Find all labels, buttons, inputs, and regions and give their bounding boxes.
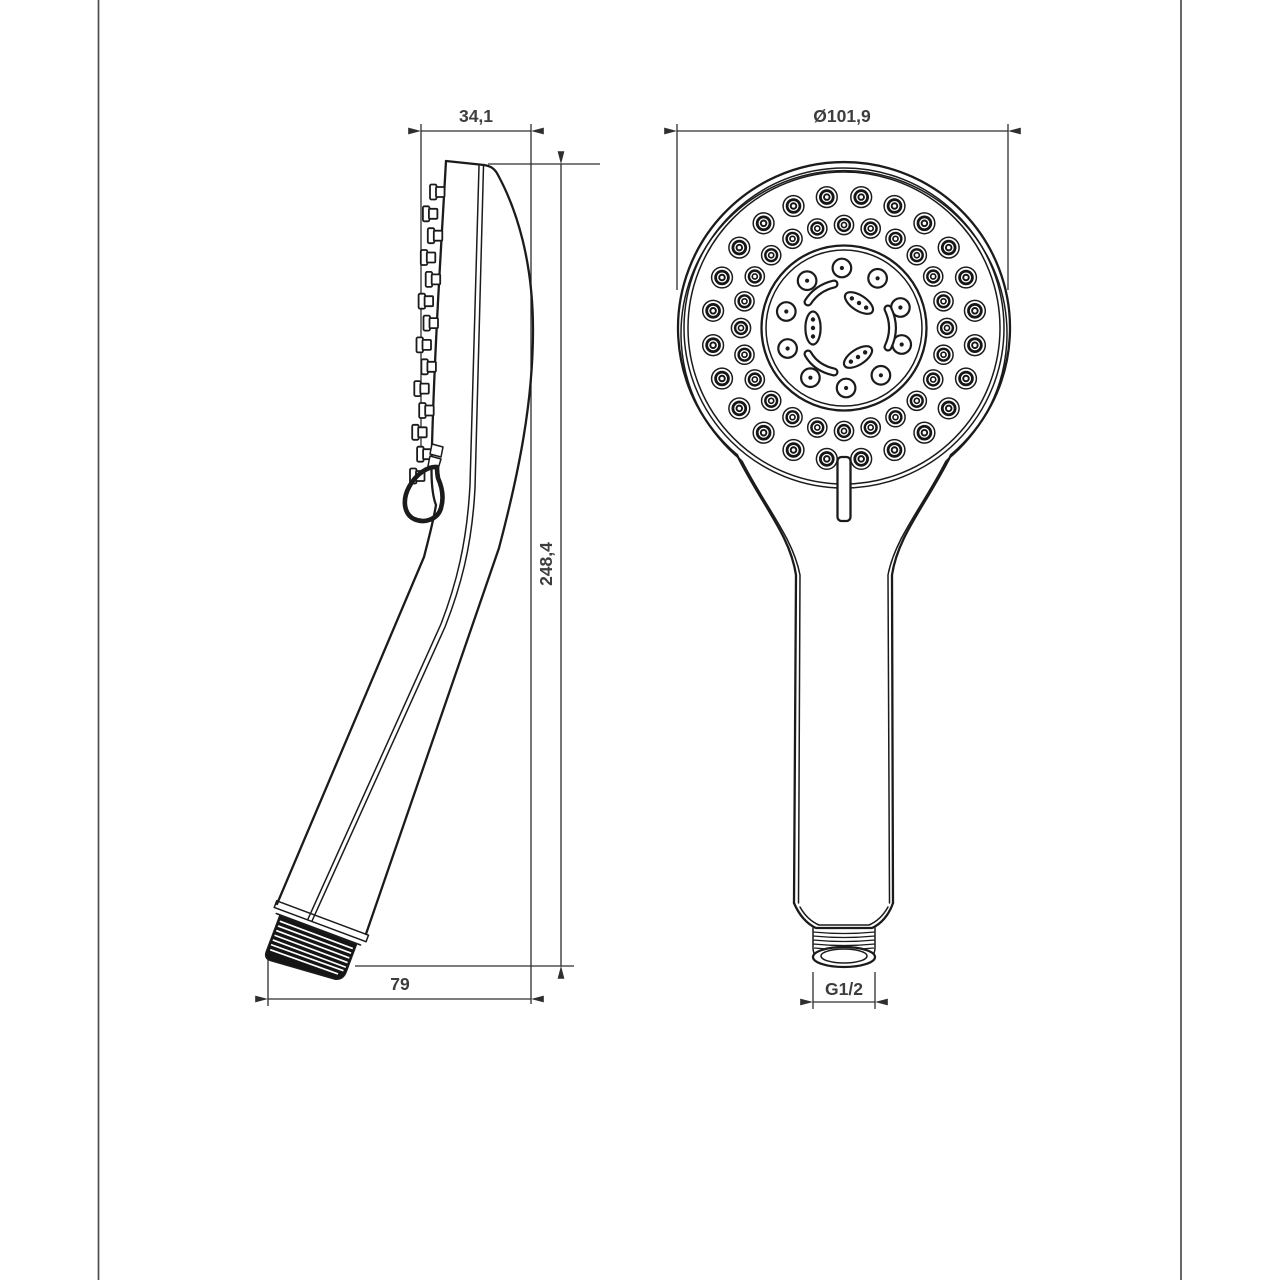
spray-nozzle: [965, 335, 986, 356]
spray-nozzle: [851, 187, 872, 208]
spray-oval: [841, 288, 876, 318]
spray-nozzle: [924, 267, 943, 286]
spray-nozzle: [735, 292, 754, 311]
spray-nozzle: [924, 370, 943, 389]
side-thread-connector: [256, 901, 368, 990]
spray-nozzle: [703, 300, 724, 321]
spray-nozzle-bump: [421, 359, 436, 374]
spray-nozzle-bumps: [410, 185, 445, 484]
spray-nozzle: [861, 418, 880, 437]
spray-nozzle: [861, 219, 880, 238]
neck-inner-line-right: [888, 461, 946, 903]
spray-nozzle-bump: [430, 185, 445, 200]
handle-seam-line: [312, 166, 484, 921]
spray-nozzle: [837, 379, 856, 398]
spray-nozzle-bump: [419, 403, 434, 418]
spray-oval: [840, 342, 875, 372]
spray-nozzle-bump: [424, 316, 439, 331]
spray-nozzle: [798, 271, 817, 290]
spray-nozzle: [731, 318, 750, 337]
handle-seam-line: [308, 166, 479, 919]
spray-nozzle: [884, 440, 905, 461]
dimension-thread-size: [813, 972, 875, 1009]
spray-nozzle: [777, 302, 796, 321]
spray-nozzle: [703, 335, 724, 356]
spray-nozzle-bump: [423, 206, 438, 221]
spray-nozzle: [753, 213, 774, 234]
spray-nozzle: [937, 318, 956, 337]
dimension-label-base-length: 79: [390, 974, 410, 994]
spray-nozzle: [816, 449, 837, 470]
collar-edge: [366, 935, 368, 942]
spray-nozzle: [783, 440, 804, 461]
front-thread: [813, 928, 875, 967]
spray-nozzle: [808, 219, 827, 238]
front-handle: [737, 455, 951, 1009]
spray-oval: [805, 312, 820, 345]
spray-nozzle: [833, 259, 852, 278]
spray-nozzle: [783, 408, 802, 427]
side-view: [256, 106, 600, 1006]
spray-nozzle: [907, 391, 926, 410]
spray-nozzle: [762, 391, 781, 410]
spray-nozzle-bump: [417, 337, 432, 352]
spray-nozzle: [729, 237, 750, 258]
nozzle-rings: [703, 187, 986, 470]
spray-nozzle: [956, 368, 977, 389]
spray-nozzle-bump: [414, 381, 429, 396]
spray-nozzle: [965, 300, 986, 321]
spray-nozzle: [783, 196, 804, 217]
spray-nozzle: [729, 398, 750, 419]
spray-nozzle: [868, 269, 887, 288]
rim-arc-second: [681, 171, 1007, 460]
spray-nozzle: [834, 421, 853, 440]
dimension-label-head-depth: 34,1: [458, 106, 494, 126]
spray-nozzle: [938, 398, 959, 419]
spray-nozzle: [745, 370, 764, 389]
spray-nozzle: [956, 267, 977, 288]
spray-nozzle: [735, 345, 754, 364]
spray-nozzle-bump: [412, 425, 427, 440]
spray-nozzle-bump: [421, 250, 436, 265]
spray-nozzle: [778, 339, 797, 358]
spray-nozzle: [745, 267, 764, 286]
thread-end-face: [813, 947, 875, 967]
neck-inner-line-left: [742, 461, 800, 903]
selector-details: [805, 284, 892, 372]
spray-nozzle: [712, 267, 733, 288]
spray-nozzle: [914, 213, 935, 234]
spray-nozzle: [816, 187, 837, 208]
spray-nozzle: [884, 196, 905, 217]
dimension-total-height: [355, 164, 600, 966]
pause-lever-tab: [838, 457, 851, 521]
spray-nozzle: [938, 237, 959, 258]
spray-nozzle: [712, 368, 733, 389]
spray-nozzle-bump: [419, 294, 434, 309]
spray-nozzle: [934, 345, 953, 364]
spray-nozzle: [872, 366, 891, 385]
spray-nozzle-bump: [426, 272, 441, 287]
neck-outline-left: [737, 455, 796, 903]
dimension-label-head-diameter: Ø101,9: [813, 106, 871, 126]
spray-nozzle: [762, 246, 781, 265]
spray-nozzle: [808, 418, 827, 437]
spray-nozzle: [934, 292, 953, 311]
dimension-label-thread-size: G1/2: [825, 979, 863, 999]
spray-nozzle: [907, 246, 926, 265]
spray-nozzle: [851, 449, 872, 470]
spray-nozzle: [801, 368, 820, 387]
spray-nozzle: [834, 215, 853, 234]
dimension-label-total-height: 248,4: [536, 542, 556, 586]
collar-cone-inner: [800, 907, 888, 925]
spray-nozzle-bump: [428, 228, 443, 243]
front-view: [677, 106, 1010, 1009]
middle-nozzle-ring: [731, 215, 956, 440]
spray-nozzle: [783, 229, 802, 248]
spray-nozzle: [886, 408, 905, 427]
neck-outline-right: [892, 455, 951, 903]
spray-slot: [888, 309, 893, 347]
spray-nozzle: [914, 422, 935, 443]
head-back-outline: [366, 161, 533, 934]
spray-nozzle: [753, 422, 774, 443]
spray-nozzle: [886, 229, 905, 248]
